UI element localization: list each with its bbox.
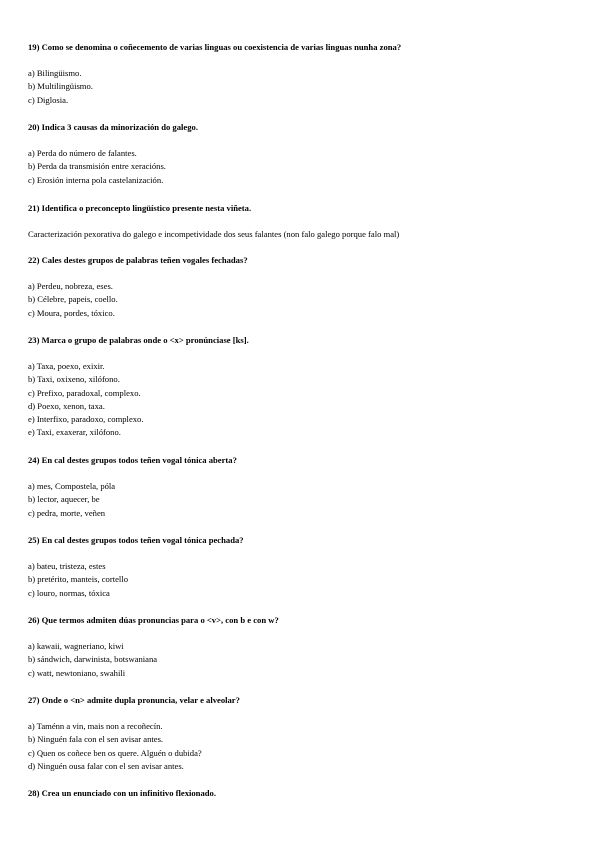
answer-option: c) Moura, pordes, tóxico.: [28, 307, 115, 318]
question-26-options: [28, 640, 578, 680]
answer-option: b) Perda da transmisión entre xeracións.: [28, 161, 166, 172]
answer-text: Caracterización pexorativa do galego e incompetividade dos seus falantes (non falo galego porque falo mal): [28, 229, 400, 239]
question-23: 23) Marca o grupo de palabras onde o <x> pronúnciase [ks].: [28, 335, 249, 345]
answer-option: a) Taménn a vin, mais non a recoñecín.: [28, 721, 163, 731]
question-22: 22) Cales destes grupos de palabras teñen vogales fechadas?: [28, 255, 248, 265]
answer-option: c) pedra, morte, veñen: [28, 507, 106, 518]
answer-option: a) mes, Compostela, póla: [28, 481, 116, 491]
answer-option: b) Taxi, oxixeno, xilófono.: [28, 374, 120, 385]
answer-option: b) pretérito, manteis, cortello: [28, 574, 128, 585]
answer-option: c) louro, normas, tóxica: [28, 587, 110, 598]
question-27: 27) Onde o <n> admite dupla pronuncia, velar e alveolar?: [28, 695, 240, 705]
question-25-options: [28, 560, 578, 600]
answer-option: a) Perda do número de falantes.: [28, 148, 137, 158]
answer-option: c) Prefixo, paradoxal, complexo.: [28, 387, 141, 398]
question-26: 26) Que termos admiten dúas pronuncias para o <v>, con b e con w?: [28, 615, 279, 625]
question-21-answer: [28, 228, 578, 241]
answer-option: e) Taxi, exaxerar, xilófono.: [28, 427, 121, 438]
question-20: 20) Indica 3 causas da minorización do galego.: [28, 122, 198, 132]
question-20-options: [28, 147, 578, 187]
answer-option: b) lector, aquecer, be: [28, 494, 100, 505]
answer-option: c) Diglosia.: [28, 94, 69, 105]
question-24-options: [28, 480, 578, 520]
answer-option: b) sándwich, darwinista, botswaniana: [28, 654, 158, 665]
answer-option: a) Taxa, poexo, exixir.: [28, 361, 105, 371]
answer-option: a) Bilingüismo.: [28, 68, 82, 78]
answer-option: d) Ninguén ousa falar con el sen avisar antes.: [28, 760, 184, 771]
question-27-options: [28, 720, 578, 773]
answer-option: b) Célebre, papeis, coello.: [28, 294, 118, 305]
answer-option: a) bateu, tristeza, estes: [28, 561, 106, 571]
answer-option: b) Ninguén fala con el sen avisar antes.: [28, 734, 164, 745]
answer-option: c) Erosión interna pola castelanización.: [28, 174, 164, 185]
question-21: 21) Identifica o preconcepto lingüístico presente nesta viñeta.: [28, 203, 252, 213]
answer-option: b) Multilingüismo.: [28, 81, 93, 92]
question-19: 19) Como se denomina o coñecemento de varias linguas ou coexistencia de varias linguas nunha zona?: [28, 42, 402, 52]
question-22-options: [28, 280, 578, 320]
question-28: 28) Crea un enunciado con un infinitivo flexionado.: [28, 788, 216, 798]
answer-option: c) watt, newtoniano, swahili: [28, 667, 126, 678]
answer-option: a) kawaii, wagneriano, kiwi: [28, 641, 124, 651]
question-19-options: [28, 67, 578, 107]
question-25: 25) En cal destes grupos todos teñen vogal tónica pechada?: [28, 535, 244, 545]
answer-option: d) Poexo, xenon, taxa.: [28, 400, 105, 411]
answer-option: e) Interfixo, paradoxo, complexo.: [28, 414, 144, 425]
answer-option: c) Quen os coñece ben os quere. Alguén o dubida?: [28, 747, 202, 758]
answer-option: a) Perdeu, nobreza, eses.: [28, 281, 113, 291]
question-23-options: [28, 360, 578, 440]
question-24: 24) En cal destes grupos todos teñen vogal tónica aberta?: [28, 455, 237, 465]
